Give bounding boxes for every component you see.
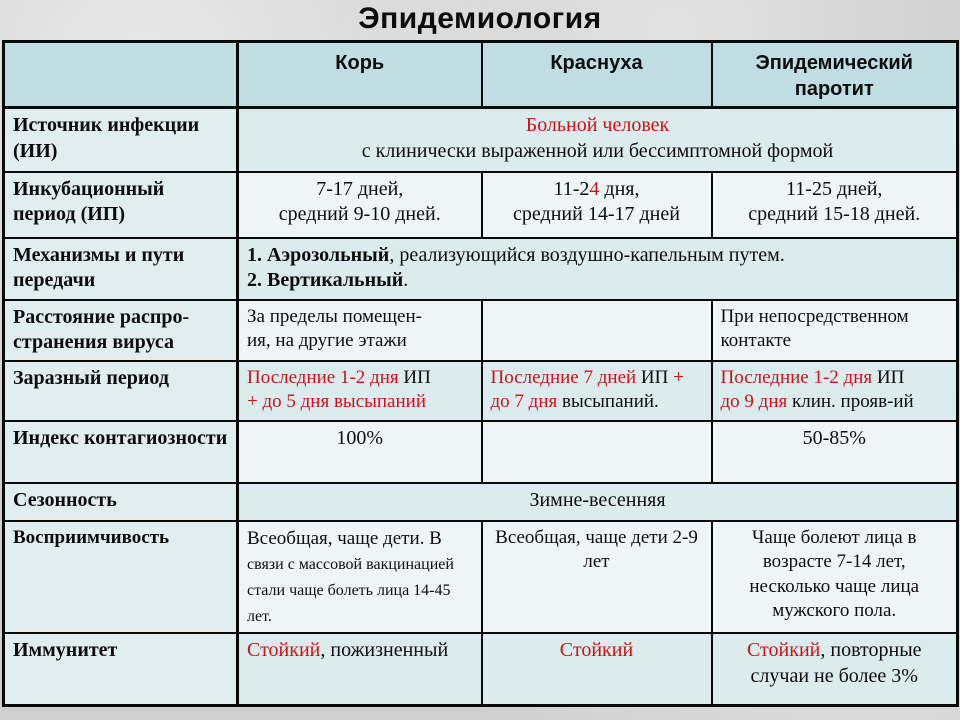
cell-susceptibility-rubella: Всеобщая, чаще дети 2-9 лет <box>482 521 712 633</box>
cell-infectious-measles <box>238 361 482 421</box>
incubation-rubella-l1a: 11-2 <box>553 177 590 200</box>
cell-seasonality-value: Зимне-весенняя <box>238 483 958 521</box>
cell-mechanisms-value <box>238 238 958 300</box>
table-header-row <box>4 42 958 108</box>
cell-contagiousness-mumps: 50-85% <box>712 421 958 483</box>
infectious-mumps-line1 <box>721 366 949 390</box>
infectious-rubella-l1-black: ИП <box>636 366 674 388</box>
immunity-mumps-red: Стойкий <box>746 639 821 662</box>
cell-distance-mumps: При непосредственном контакте <box>712 300 958 361</box>
row-seasonality <box>4 483 958 521</box>
infectious-rubella-l2-red: до 7 дня <box>490 391 558 413</box>
header-empty-cell <box>4 42 238 108</box>
cell-immunity-rubella <box>482 633 712 705</box>
infectious-rubella-line1 <box>491 366 703 390</box>
row-label-distance <box>4 300 238 361</box>
row-label-incubation: Инкубационный период (ИП) <box>4 172 238 238</box>
row-label-source: Источник инфекции (ИИ) <box>4 108 238 172</box>
row-susceptibility <box>4 521 958 633</box>
susceptibility-measles-small: связи с массовой вакцинацией стали чаще болеть лица 14-45 лет. <box>247 556 454 625</box>
incubation-measles-line2: средний 9-10 дней. <box>278 203 441 226</box>
immunity-measles-red: Стойкий <box>247 639 321 662</box>
cell-contagiousness-rubella <box>482 421 712 483</box>
cell-susceptibility-measles <box>238 521 482 633</box>
row-label-contagiousness: Индекс контагиозности <box>4 421 238 483</box>
cell-source-value <box>238 108 958 172</box>
immunity-mumps-rest: , повторные случаи не более 3% <box>750 639 922 687</box>
mechanisms-item1 <box>247 243 948 269</box>
immunity-measles-rest: , пожизненный <box>320 639 449 662</box>
immunity-rubella-red: Стойкий <box>559 639 634 662</box>
row-label-seasonality: Сезонность <box>4 483 238 521</box>
incubation-measles-line1: 7-17 дней, <box>316 177 404 200</box>
row-infectious-period <box>4 361 958 421</box>
infectious-measles-l1-red: Последние 1-2 дня <box>247 366 399 388</box>
mechanisms-item2-rest: . <box>403 269 409 292</box>
cell-infectious-rubella <box>482 361 712 421</box>
col-header-measles: Корь <box>238 42 482 108</box>
row-label-immunity: Иммунитет <box>4 633 238 705</box>
row-label-infectious-period: Заразный период <box>4 361 238 421</box>
infectious-measles-line2: + до 5 дня высыпаний <box>247 391 426 413</box>
mechanisms-item1-rest: , реализующийся воздушно-капельным путем. <box>389 243 785 266</box>
cell-infectious-mumps <box>712 361 958 421</box>
source-line2: с клинически выраженной или бессимптомной формой <box>361 139 834 162</box>
cell-immunity-mumps <box>712 633 958 705</box>
cell-distance-measles <box>238 300 482 361</box>
infectious-measles-l1-black: ИП <box>398 366 431 388</box>
incubation-rubella-line1 <box>491 177 703 203</box>
distance-measles-line1: За пределы помещен- <box>247 305 422 327</box>
infectious-mumps-l2-black: клин. прояв-ий <box>787 391 914 413</box>
mechanisms-item2-bold: 2. Вертикальный <box>247 269 404 292</box>
cell-incubation-mumps <box>712 172 958 238</box>
row-incubation <box>4 172 958 238</box>
incubation-rubella-red-digit: 4 <box>589 177 600 200</box>
infectious-rubella-l1-red2: + <box>673 366 684 388</box>
susceptibility-measles-big: Всеобщая, чаще дети. В <box>247 527 442 549</box>
infectious-rubella-l1-red: Последние 7 дней <box>490 366 637 388</box>
infectious-measles-line1 <box>247 366 473 390</box>
row-distance <box>4 300 958 361</box>
row-mechanisms <box>4 238 958 300</box>
cell-susceptibility-mumps: Чаще болеют лица в возрасте 7-14 лет, несколько чаще лица мужского пола. <box>712 521 958 633</box>
cell-immunity-measles <box>238 633 482 705</box>
row-contagiousness <box>4 421 958 483</box>
infectious-mumps-l1-black: ИП <box>872 366 905 388</box>
infectious-rubella-l2-black: высыпаний. <box>557 391 659 413</box>
mechanisms-item1-bold: 1. Аэрозольный <box>247 243 390 266</box>
infectious-rubella-line2 <box>491 390 703 414</box>
row-label-mechanisms: Механизмы и пути передачи <box>4 238 238 300</box>
col-header-mumps: Эпидемический паротит <box>712 42 958 108</box>
cell-incubation-measles <box>238 172 482 238</box>
incubation-mumps-line1: 11-25 дней, <box>786 177 883 200</box>
infectious-mumps-line2 <box>721 390 949 414</box>
incubation-mumps-line2: средний 15-18 дней. <box>748 203 921 226</box>
mechanisms-item2 <box>247 268 948 294</box>
incubation-rubella-line2: средний 14-17 дней <box>513 203 680 226</box>
row-immunity <box>4 633 958 705</box>
row-label-susceptibility: Восприимчивость <box>4 521 238 633</box>
cell-incubation-rubella <box>482 172 712 238</box>
source-line1: Больной человек <box>525 114 670 137</box>
slide-title: Эпидемиология <box>358 2 602 35</box>
infectious-mumps-l1-red: Последние 1-2 дня <box>720 366 873 388</box>
epidemiology-table <box>2 40 959 707</box>
infectious-mumps-l2-red: до 9 дня <box>720 391 788 413</box>
incubation-rubella-l1b: дня, <box>599 177 640 200</box>
distance-label-line1: Расстояние распро- <box>13 305 190 328</box>
distance-measles-line2: ия, на другие этажи <box>247 330 407 351</box>
row-source <box>4 108 958 172</box>
cell-distance-rubella <box>482 300 712 361</box>
col-header-rubella: Краснуха <box>482 42 712 108</box>
cell-contagiousness-measles: 100% <box>238 421 482 483</box>
distance-label-line2: странения вируса <box>13 331 175 354</box>
